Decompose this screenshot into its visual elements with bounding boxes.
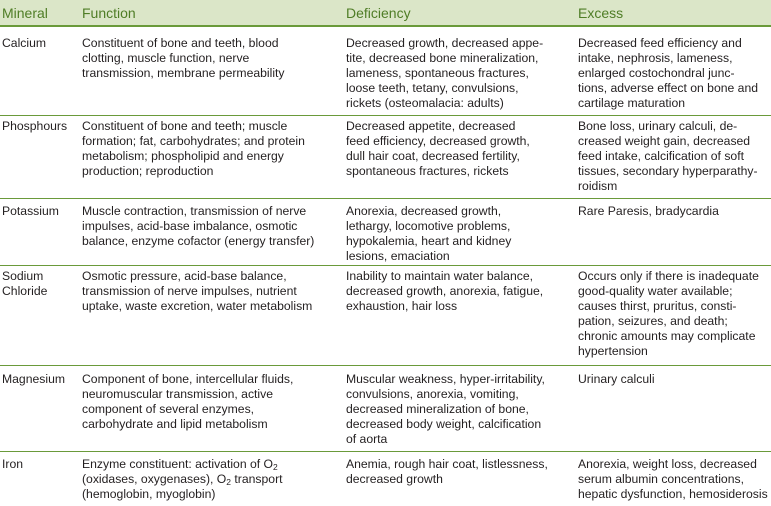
cell-line: Iron [2,457,24,471]
cell-line: metabolism; phospholipid and energy [82,149,284,163]
cell-line: (hemoglobin, myoglobin) [82,487,216,501]
cell-line: pation, seizures, and death; [578,314,728,328]
cell-line: formation; fat, carbohydrates; and protein [82,134,305,148]
cell-line: enlarged costochondral junc- [578,66,735,80]
cell-line: Chloride [2,284,48,298]
cell-line: creased weight gain, decreased [578,134,751,148]
text-run: transport [231,472,283,486]
cell-line: impulses, acid-base imbalance, osmotic [82,219,298,233]
cell-mineral-calcium [2,36,46,51]
cell-line: Calcium [2,36,47,50]
cell-line: Anorexia, decreased growth, [346,204,502,218]
cell-line: hypertension [578,344,648,358]
cell-line: Urinary calculi [578,372,655,386]
cell-line: decreased growth, anorexia, fatigue, [346,284,544,298]
cell-line: clotting, muscle function, nerve [82,51,250,65]
cell-line: Bone loss, urinary calculi, de- [578,119,738,133]
subscript-2: 2 [226,477,232,487]
cell-mineral-potassium [2,204,59,219]
cell-line: hypokalemia, heart and kidney [346,234,512,248]
cell-line: good-quality water available; [578,284,733,298]
cell-line: Decreased growth, decreased appe- [346,36,544,50]
subscript-2: 2 [273,462,278,472]
cell-line: Magnesium [2,372,65,386]
cell-line: transmission of nerve impulses, nutrient [82,284,297,298]
header-excess: Excess [578,5,624,21]
cell-function-phosphours [82,119,305,179]
cell-deficiency-potassium [346,204,511,264]
row-divider [0,198,771,199]
cell-excess-potassium [578,204,719,219]
cell-excess-iron [578,457,768,502]
cell-line: feed intake, calcification of soft [578,149,744,163]
cell-line: roidism [578,179,618,193]
cell-line: Decreased appetite, decreased [346,119,516,133]
cell-line: Sodium [2,269,44,283]
cell-line: chronic amounts may complicate [578,329,756,343]
cell-deficiency-sodium-chloride [346,269,543,314]
cell-line: transmission, membrane permeability [82,66,285,80]
cell-line: Potassium [2,204,59,218]
row-divider [0,365,771,366]
cell-line: Rare Paresis, bradycardia [578,204,719,218]
cell-excess-phosphours [578,119,758,194]
row-divider [0,265,771,266]
cell-line: serum albumin concentrations, [578,472,744,486]
row-divider [0,451,771,452]
cell-mineral-magnesium [2,372,65,387]
cell-line [82,472,283,487]
text-run: Enzyme constituent: activation of O [82,457,274,471]
cell-line: of aorta [346,432,388,446]
cell-line: lesions, emaciation [346,249,450,263]
cell-mineral-phosphours [2,119,67,134]
cell-line: Occurs only if there is inadequate [578,269,759,283]
cell-line: Anorexia, weight loss, decreased [578,457,757,471]
cell-line: Muscle contraction, transmission of nerve [82,204,307,218]
cell-function-sodium-chloride [82,269,312,314]
header-mineral: Mineral [2,5,48,21]
cell-line: lethargy, locomotive problems, [346,219,511,233]
cell-line: rickets (osteomalacia: adults) [346,96,504,110]
cell-deficiency-iron [346,457,548,487]
cell-deficiency-phosphours [346,119,530,179]
cell-line: cartilage maturation [578,96,686,110]
cell-line [82,457,283,472]
cell-line: decreased growth [346,472,443,486]
cell-line: production; reproduction [82,164,214,178]
table-header [0,0,771,27]
cell-line: Component of bone, intercellular fluids, [82,372,294,386]
cell-line: Constituent of bone and teeth; muscle [82,119,288,133]
cell-line: Anemia, rough hair coat, listlessness, [346,457,548,471]
cell-line: decreased body weight, calcification [346,417,542,431]
cell-line: decreased mineralization of bone, [346,402,529,416]
cell-function-calcium [82,36,285,81]
cell-line: convulsions, anorexia, vomiting, [346,387,519,401]
cell-line: intake, nephrosis, lameness, [578,51,733,65]
cell-excess-magnesium [578,372,655,387]
cell-line: tite, decreased bone mineralization, [346,51,539,65]
cell-line: balance, enzyme cofactor (energy transfer) [82,234,315,248]
cell-deficiency-calcium [346,36,543,111]
cell-line: Inability to maintain water balance, [346,269,533,283]
cell-line: tissues, secondary hyperparathy- [578,164,758,178]
cell-line: Osmotic pressure, acid-base balance, [82,269,287,283]
header-function: Function [82,5,136,21]
cell-line: Muscular weakness, hyper-irritability, [346,372,545,386]
cell-excess-sodium-chloride [578,269,759,359]
cell-line: causes thirst, pruritus, consti- [578,299,737,313]
cell-line: loose teeth, tetany, convulsions, [346,81,519,95]
cell-function-magnesium [82,372,293,432]
cell-line: Constituent of bone and teeth, blood [82,36,279,50]
cell-line: component of several enzymes, [82,402,255,416]
header-deficiency: Deficiency [346,5,411,21]
cell-line: spontaneous fractures, rickets [346,164,509,178]
cell-line: hepatic dysfunction, hemosiderosis [578,487,768,501]
cell-function-potassium [82,204,314,249]
cell-function-iron [82,457,283,502]
cell-line: uptake, waste excretion, water metabolism [82,299,313,313]
cell-line: neuromuscular transmission, active [82,387,274,401]
cell-line: exhaustion, hair loss [346,299,458,313]
row-divider [0,115,771,116]
cell-line: Decreased feed efficiency and [578,36,742,50]
cell-line: tions, adverse effect on bone and [578,81,759,95]
cell-mineral-iron [2,457,23,472]
cell-line: Phosphours [2,119,68,133]
text-run: (oxidases, oxygenases), O [82,472,227,486]
cell-line: feed efficiency, decreased growth, [346,134,530,148]
cell-excess-calcium [578,36,758,111]
cell-line: carbohydrate and lipid metabolism [82,417,268,431]
cell-line: lameness, spontaneous fractures, [346,66,529,80]
cell-mineral-sodium-chloride [2,269,47,299]
cell-deficiency-magnesium [346,372,545,447]
cell-line: dull hair coat, decreased fertility, [346,149,520,163]
